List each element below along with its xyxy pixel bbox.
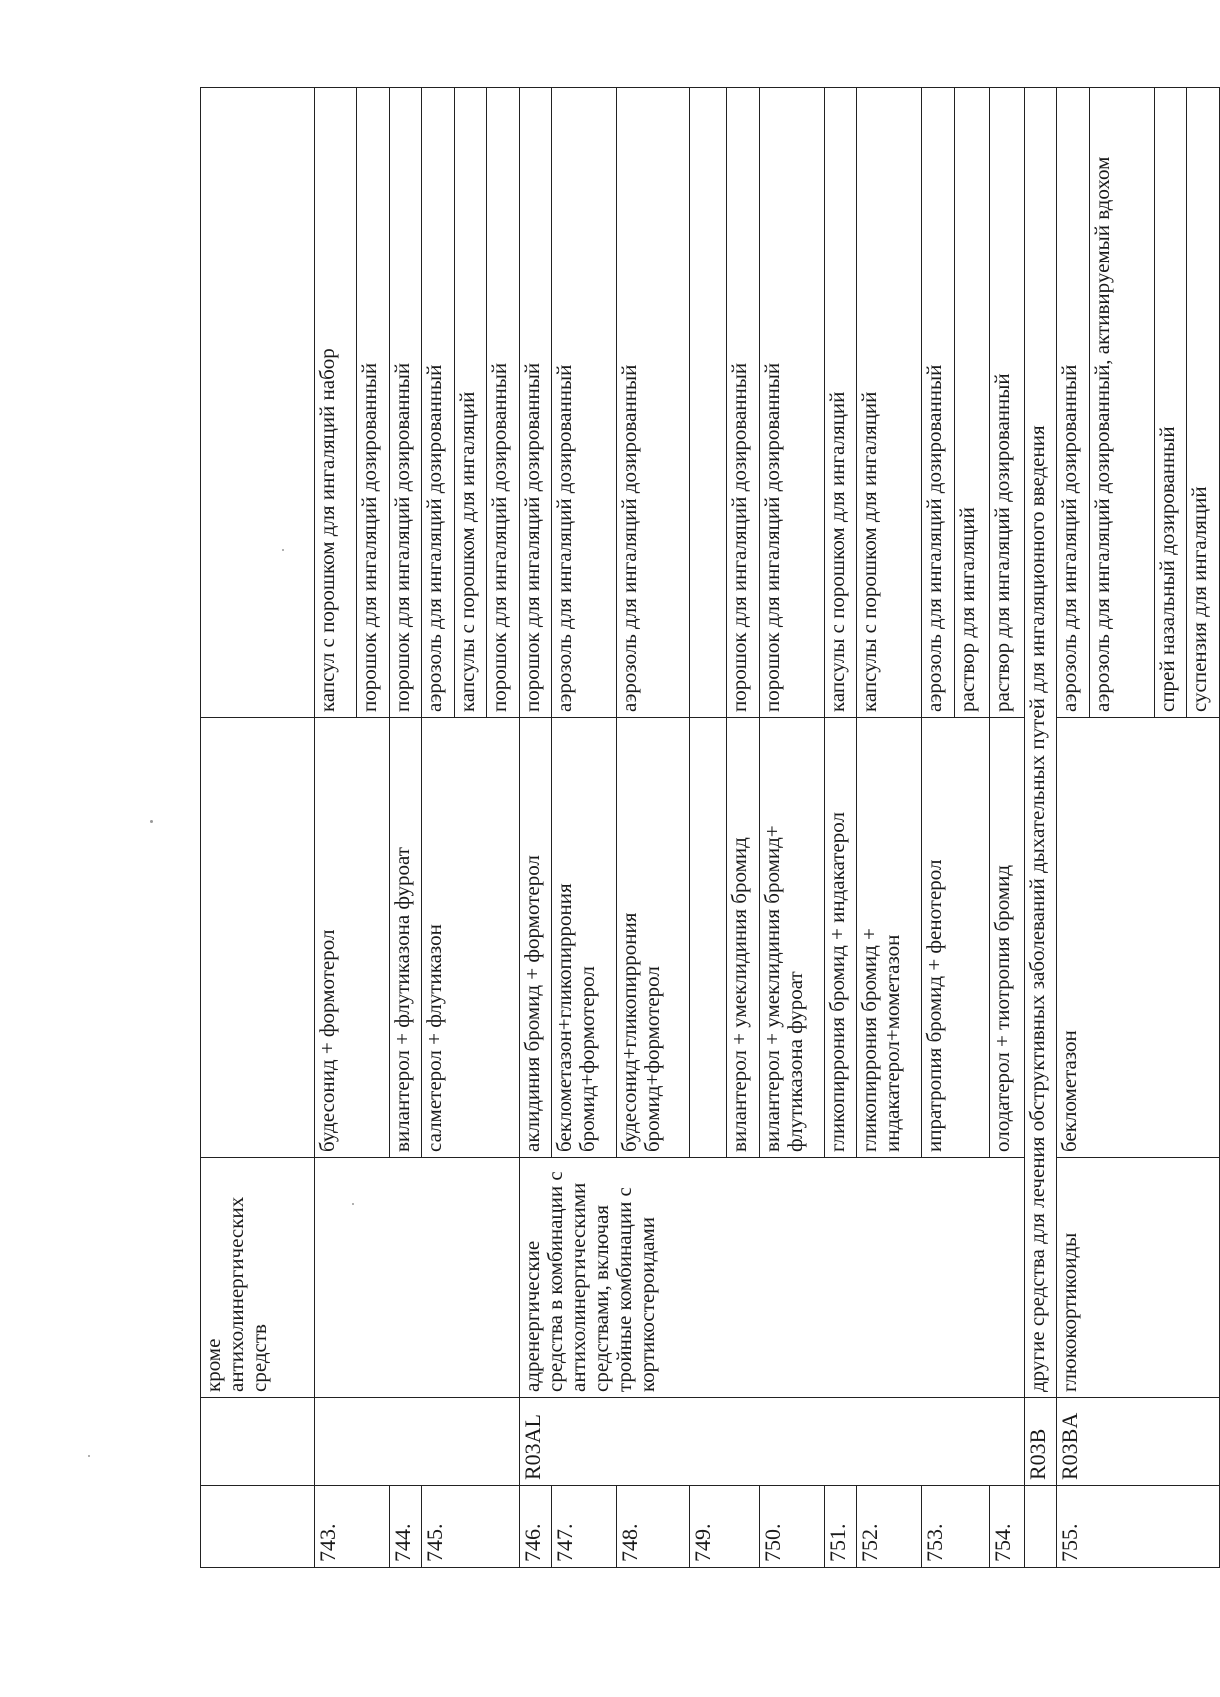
num-cell (201, 1486, 315, 1568)
table-row (314, 88, 357, 1568)
form-cell: аэрозоль для ингаляций дозированный (1057, 88, 1090, 718)
scan-speck (88, 1455, 90, 1457)
form-cell: порошок для ингаляций дозированный (487, 88, 520, 718)
scan-speck (150, 820, 153, 823)
table-row (519, 88, 552, 1568)
num-cell: 755. (1057, 1486, 1220, 1568)
form-cell: суспензия для ингаляций (1187, 88, 1220, 718)
form-cell: капсул с порошком для ингаляций набор (314, 88, 357, 718)
code-cell (314, 1398, 519, 1486)
group-cell: глюкокортикоиды (1057, 1158, 1220, 1398)
substance-cell: беклометазон+гликопиррония бромид+формотерол (552, 718, 617, 1158)
substance-cell: ипратропия бромид + фенотерол (922, 718, 990, 1158)
num-cell: 750. (759, 1486, 824, 1568)
scan-speck (282, 549, 284, 551)
form-cell: раствор для ингаляций (954, 88, 989, 718)
num-cell: 752. (857, 1486, 922, 1568)
section-title-cell: другие средства для лечения обструктивных заболеваний дыхательных путей для ингаляционного введения (1024, 88, 1057, 1398)
substance-cell: гликопиррония бромид + индакатерол (824, 718, 857, 1158)
table-row (1024, 88, 1057, 1568)
group-cell: адренергические средства в комбинации с антихолинергическими средствами, включая тройные комбинации с кортикостероидами (519, 1158, 1024, 1398)
substance-cell: аклидиния бромид + формотерол (519, 718, 552, 1158)
form-cell: капсулы с порошком для ингаляций (454, 88, 487, 718)
num-cell: 751. (824, 1486, 857, 1568)
substance-cell: вилантерол + флутиказона фуроат (389, 718, 422, 1158)
form-cell (201, 88, 315, 718)
code-cell: R03BA (1057, 1398, 1220, 1486)
code-cell (201, 1398, 315, 1486)
form-cell: порошок для ингаляций дозированный (519, 88, 552, 718)
code-cell: R03AL (519, 1398, 1024, 1486)
table-row (1057, 88, 1090, 1568)
table-row (201, 88, 315, 1568)
substance-cell: беклометазон (1057, 718, 1220, 1158)
form-cell: аэрозоль для ингаляций дозированный (422, 88, 455, 718)
num-cell: 746. (519, 1486, 552, 1568)
form-cell: аэрозоль для ингаляций дозированный, активируемый вдохом (1089, 88, 1154, 718)
group-cell: кроме антихолинергических средств (201, 1158, 315, 1398)
num-cell: 754. (989, 1486, 1024, 1568)
num-cell: 747. (552, 1486, 617, 1568)
num-cell: 748. (617, 1486, 690, 1568)
section-code-cell: R03B (1024, 1398, 1057, 1486)
substance-cell: олодатерол + тиотропия бромид (989, 718, 1024, 1158)
form-cell: порошок для ингаляций дозированный (759, 88, 824, 718)
scan-speck (352, 1203, 354, 1205)
form-cell: порошок для ингаляций дозированный (727, 88, 760, 718)
form-cell: порошок для ингаляций дозированный (357, 88, 390, 718)
num-cell: 743. (314, 1486, 389, 1568)
form-cell: капсулы с порошком для ингаляций (824, 88, 857, 718)
substance-cell (689, 718, 727, 1158)
substance-cell: салметерол + флутиказон (422, 718, 520, 1158)
drug-table (200, 87, 1220, 1568)
group-cell (314, 1158, 519, 1398)
num-cell: 749. (689, 1486, 759, 1568)
form-cell: аэрозоль для ингаляций дозированный (617, 88, 690, 718)
num-cell: 745. (422, 1486, 520, 1568)
substance-cell (201, 718, 315, 1158)
num-cell: 744. (389, 1486, 422, 1568)
rotated-table-container (200, 88, 1220, 1568)
substance-cell: будесонид + формотерол (314, 718, 389, 1158)
substance-cell: будесонид+гликопиррония бромид+формотерол (617, 718, 690, 1158)
substance-cell: вилантерол + умеклидиния бромид+ флутиказона фуроат (759, 718, 824, 1158)
num-cell: 753. (922, 1486, 990, 1568)
substance-cell: вилантерол + умеклидиния бромид (727, 718, 760, 1158)
num-cell (1024, 1486, 1057, 1568)
form-cell: раствор для ингаляций дозированный (989, 88, 1024, 718)
form-cell: капсулы с порошком для ингаляций (857, 88, 922, 718)
form-cell (689, 88, 727, 718)
form-cell: спрей назальный дозированный (1154, 88, 1187, 718)
form-cell: порошок для ингаляций дозированный (389, 88, 422, 718)
form-cell: аэрозоль для ингаляций дозированный (922, 88, 955, 718)
substance-cell: гликопиррония бромид + индакатерол+мометазон (857, 718, 922, 1158)
form-cell: аэрозоль для ингаляций дозированный (552, 88, 617, 718)
